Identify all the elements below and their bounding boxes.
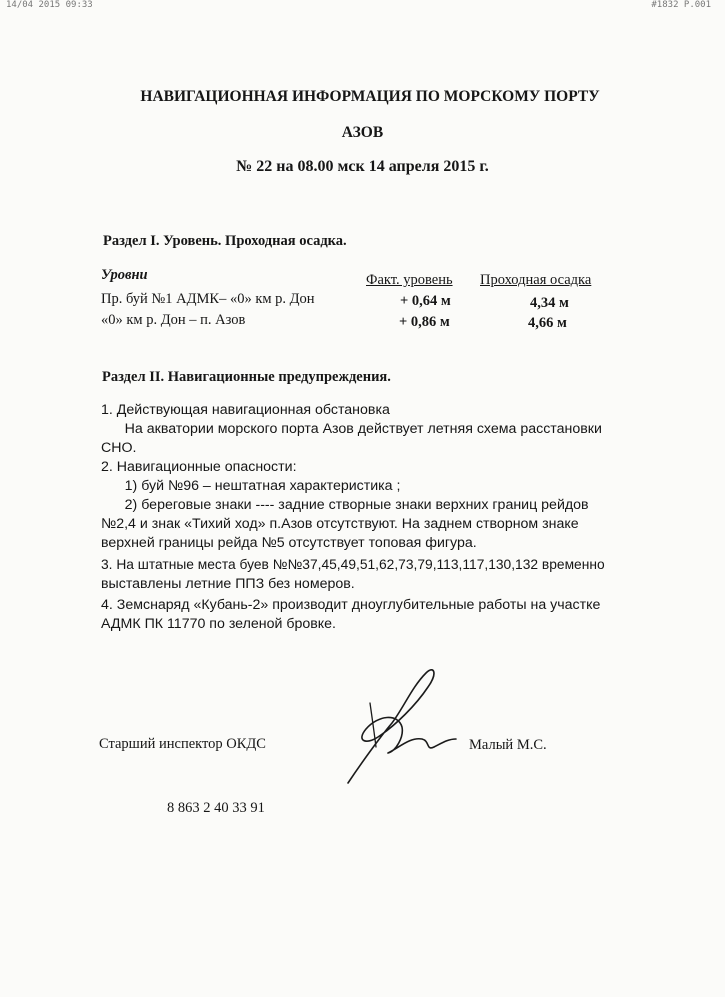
fax-page-number: #1832 P.001 bbox=[651, 0, 711, 10]
fax-timestamp: 14/04 2015 09:33 bbox=[6, 0, 93, 10]
doc-title-port: АЗОВ bbox=[341, 124, 384, 141]
row2-name: «0» км р. Дон – п. Азов bbox=[101, 312, 246, 328]
warning-line: 1. Действующая навигационная обстановка bbox=[101, 402, 390, 418]
section2-heading: Раздел II. Навигационные предупреждения. bbox=[102, 369, 391, 385]
row2-draft: 4,66 м bbox=[528, 315, 567, 331]
warning-line: выставлены летние ППЗ без номеров. bbox=[101, 576, 355, 592]
handwritten-signature bbox=[330, 655, 470, 795]
phone-number: 8 863 2 40 33 91 bbox=[167, 800, 265, 816]
section1-heading: Раздел I. Уровень. Проходная осадка. bbox=[103, 233, 347, 249]
warning-line: верхней границы рейда №5 отсутствует топовая фигура. bbox=[101, 535, 477, 551]
warning-line: №2,4 и знак «Тихий ход» п.Азов отсутствуют. На заднем створном знаке bbox=[101, 516, 579, 532]
warning-line: 3. На штатные места буев №№37,45,49,51,62,73,79,113,117,130,132 временно bbox=[101, 557, 605, 572]
warning-line: 2. Навигационные опасности: bbox=[101, 459, 297, 475]
signer-name: Малый М.С. bbox=[469, 737, 547, 753]
col-fact-header: Факт. уровень bbox=[366, 272, 453, 288]
warning-line: На акватории морского порта Азов действует летняя схема расстановки bbox=[101, 421, 602, 437]
warning-line: АДМК ПК 11770 по зеленой бровке. bbox=[101, 616, 336, 632]
row1-name: Пр. буй №1 АДМК– «0» км р. Дон bbox=[101, 291, 315, 307]
signer-position: Старший инспектор ОКДС bbox=[99, 736, 266, 752]
doc-title: НАВИГАЦИОННАЯ ИНФОРМАЦИЯ ПО МОРСКОМУ ПОРТУ bbox=[140, 88, 600, 105]
doc-number-date: № 22 на 08.00 мск 14 апреля 2015 г. bbox=[236, 158, 489, 175]
warning-line: СНО. bbox=[101, 440, 137, 456]
col-draft-header: Проходная осадка bbox=[480, 272, 592, 288]
row1-fact: + 0,64 м bbox=[400, 293, 451, 309]
row2-fact: + 0,86 м bbox=[399, 314, 450, 330]
warning-line: 2) береговые знаки ---- задние створные знаки верхних границ рейдов bbox=[101, 497, 589, 513]
warning-line: 4. Земснаряд «Кубань-2» производит дноуглубительные работы на участке bbox=[101, 597, 601, 613]
col-levels-header: Уровни bbox=[101, 267, 148, 283]
row1-draft: 4,34 м bbox=[530, 295, 569, 311]
warning-line: 1) буй №96 – нештатная характеристика ; bbox=[101, 478, 401, 494]
